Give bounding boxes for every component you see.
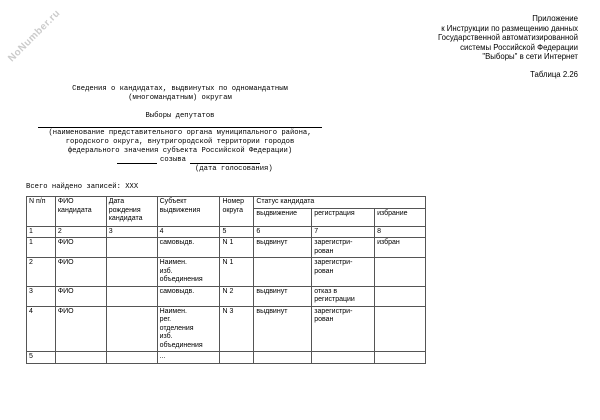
cell-district: N 1	[220, 238, 254, 258]
appendix-line: системы Российской Федерации	[460, 42, 578, 52]
cell-election: избран	[375, 238, 426, 258]
col-number: 3	[106, 226, 157, 238]
table-row	[27, 352, 426, 364]
org-note-line: (наименование представительного органа муниципального района,	[48, 129, 312, 137]
org-note-line: федерального значения субъекта Российской Федерации)	[67, 147, 293, 155]
cell-election	[375, 352, 426, 364]
appendix-line: "Выборы" в сети Интернет	[482, 52, 578, 61]
cell-subject: самовыдв.	[157, 286, 220, 306]
cell-num: 2	[27, 258, 56, 287]
col-number: 5	[220, 226, 254, 238]
header-subject: Субъект выдвижения	[157, 197, 220, 227]
col-number: 4	[157, 226, 220, 238]
cell-nomination	[254, 258, 312, 287]
col-number: 2	[55, 226, 106, 238]
cell-district	[220, 352, 254, 364]
candidates-table	[26, 196, 426, 364]
cell-district: N 1	[220, 258, 254, 287]
cell-registration	[312, 352, 375, 364]
cell-birth	[106, 238, 157, 258]
table-row	[27, 238, 426, 258]
cell-registration: отказ в регистрации	[312, 286, 375, 306]
cell-district: N 3	[220, 306, 254, 352]
cell-subject: Наимен. изб. объединения	[157, 258, 220, 287]
org-name-line	[38, 127, 322, 128]
cell-birth	[106, 352, 157, 364]
records-found: Всего найдено записей: XXX	[26, 183, 139, 191]
header-registration: регистрация	[312, 208, 375, 226]
org-name-note	[30, 129, 330, 156]
cell-birth	[106, 306, 157, 352]
cell-district: N 2	[220, 286, 254, 306]
header-election: избрание	[375, 208, 426, 226]
convocation-line	[117, 163, 157, 164]
appendix-line: Государственной автоматизированной	[437, 33, 578, 42]
header-fio: ФИО кандидата	[55, 197, 106, 227]
cell-nomination: выдвинут	[254, 286, 312, 306]
cell-registration: зарегистри- рован	[312, 258, 375, 287]
header-district: Номер округа	[220, 197, 254, 227]
cell-election	[375, 258, 426, 287]
table-row	[27, 286, 426, 306]
cell-fio: ФИО	[55, 286, 106, 306]
column-numbers-row	[27, 226, 426, 238]
org-note-line: городского округа, внутригородской территории городов	[65, 138, 295, 146]
col-number: 6	[254, 226, 312, 238]
document-title	[30, 85, 330, 103]
col-number: 1	[27, 226, 56, 238]
cell-election	[375, 286, 426, 306]
cell-nomination	[254, 352, 312, 364]
cell-registration: зарегистри- рован	[312, 238, 375, 258]
elections-label: Выборы депутатов	[145, 112, 215, 120]
col-number: 7	[312, 226, 375, 238]
header-birth: Дата рождения кандидата	[106, 197, 157, 227]
title-line-2: (многомандатным) округам	[128, 94, 232, 102]
cell-num: 4	[27, 306, 56, 352]
cell-subject: ...	[157, 352, 220, 364]
appendix-note	[378, 14, 578, 62]
watermark: NoNumber.ru	[6, 7, 63, 65]
table-number: Таблица 2.26	[530, 70, 578, 79]
date-note: (дата голосования)	[195, 165, 273, 173]
cell-subject: Наимен. рег. отделения изб. объединения	[157, 306, 220, 352]
cell-birth	[106, 258, 157, 287]
date-line	[190, 163, 260, 164]
header-num: N п/п	[27, 197, 56, 227]
cell-num: 1	[27, 238, 56, 258]
cell-subject: самовыдв.	[157, 238, 220, 258]
title-line-1: Сведения о кандидатах, выдвинутых по одномандатным	[72, 85, 288, 93]
cell-num: 5	[27, 352, 56, 364]
cell-election	[375, 306, 426, 352]
cell-fio: ФИО	[55, 306, 106, 352]
cell-nomination: выдвинут	[254, 306, 312, 352]
convocation-label: созыва	[160, 156, 186, 164]
cell-nomination: выдвинут	[254, 238, 312, 258]
cell-fio: ФИО	[55, 238, 106, 258]
header-nomination: выдвижение	[254, 208, 312, 226]
cell-registration: зарегистри- рован	[312, 306, 375, 352]
appendix-line: Приложение	[532, 14, 578, 23]
table-row	[27, 258, 426, 287]
cell-fio: ФИО	[55, 258, 106, 287]
table-row	[27, 306, 426, 352]
cell-birth	[106, 286, 157, 306]
appendix-line: к Инструкции по размещению данных	[441, 23, 578, 33]
header-status: Статус кандидата	[254, 197, 426, 209]
cell-num: 3	[27, 286, 56, 306]
cell-fio	[55, 352, 106, 364]
col-number: 8	[375, 226, 426, 238]
